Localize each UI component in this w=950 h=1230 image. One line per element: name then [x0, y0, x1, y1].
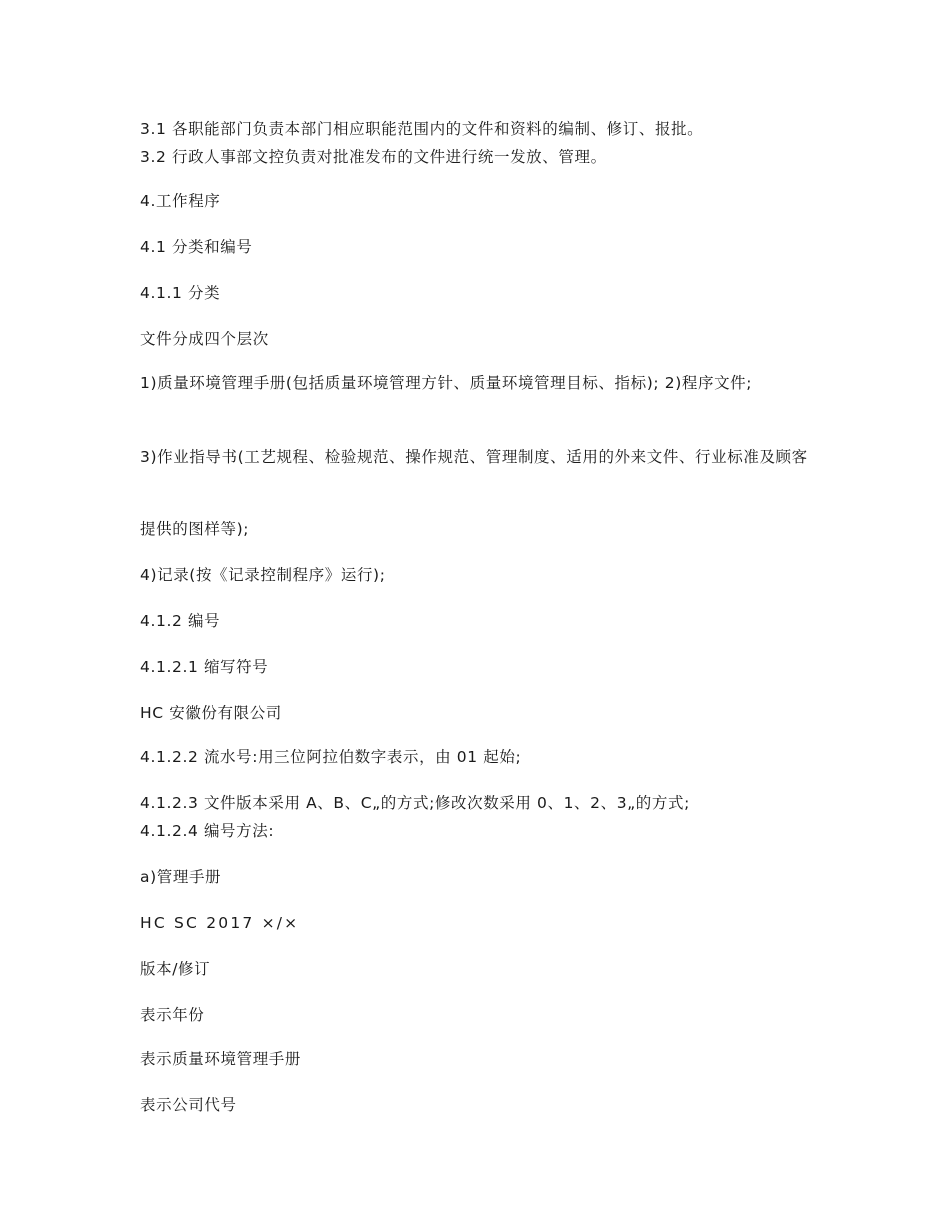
text-line-management-manual: a)管理手册 [140, 868, 222, 886]
text-line-company-code: 表示公司代号 [140, 1096, 237, 1114]
text-line-responsibility-3-1: 3.1 各职能部门负责本部门相应职能范围内的文件和资料的编制、修订、报批。 [140, 120, 704, 138]
section-heading-work-procedure: 4.工作程序 [140, 192, 221, 210]
text-line-responsibility-3-2: 3.2 行政人事部文控负责对批准发布的文件进行统一发放、管理。 [140, 148, 607, 166]
text-paragraph-work-instructions: 3)作业指导书(工艺规程、检验规范、操作规范、管理制度、适用的外来文件、行业标准及顾客 [140, 448, 808, 466]
section-heading-4-1-2-1: 4.1.2.1 缩写符号 [140, 658, 269, 676]
text-line-records: 4)记录(按《记录控制程序》运行); [140, 566, 386, 584]
section-heading-4-1-1: 4.1.1 分类 [140, 284, 221, 302]
text-line-version-method: 4.1.2.3 文件版本采用 A、B、C„的方式;修改次数采用 0、1、2、3„的方式; [140, 794, 690, 812]
text-line-four-levels: 文件分成四个层次 [140, 330, 269, 348]
text-line-code-example: HC SC 2017 ×/× [140, 914, 300, 932]
text-line-serial-number: 4.1.2.2 流水号:用三位阿拉伯数字表示，由 01 起始; [140, 748, 522, 766]
text-line-version-revision: 版本/修订 [140, 960, 211, 978]
section-heading-4-1-2: 4.1.2 编号 [140, 612, 221, 630]
text-line-company-abbreviation: HC 安徽份有限公司 [140, 704, 282, 722]
section-heading-4-1: 4.1 分类和编号 [140, 238, 253, 256]
text-line-drawings-provided: 提供的图样等); [140, 520, 250, 538]
text-paragraph-manual-and-procedures: 1)质量环境管理手册(包括质量环境管理方针、质量环境管理目标、指标); 2)程序文件; [140, 374, 753, 392]
section-heading-4-1-2-4: 4.1.2.4 编号方法: [140, 822, 275, 840]
text-line-year: 表示年份 [140, 1006, 205, 1024]
text-line-quality-manual: 表示质量环境管理手册 [140, 1050, 302, 1068]
